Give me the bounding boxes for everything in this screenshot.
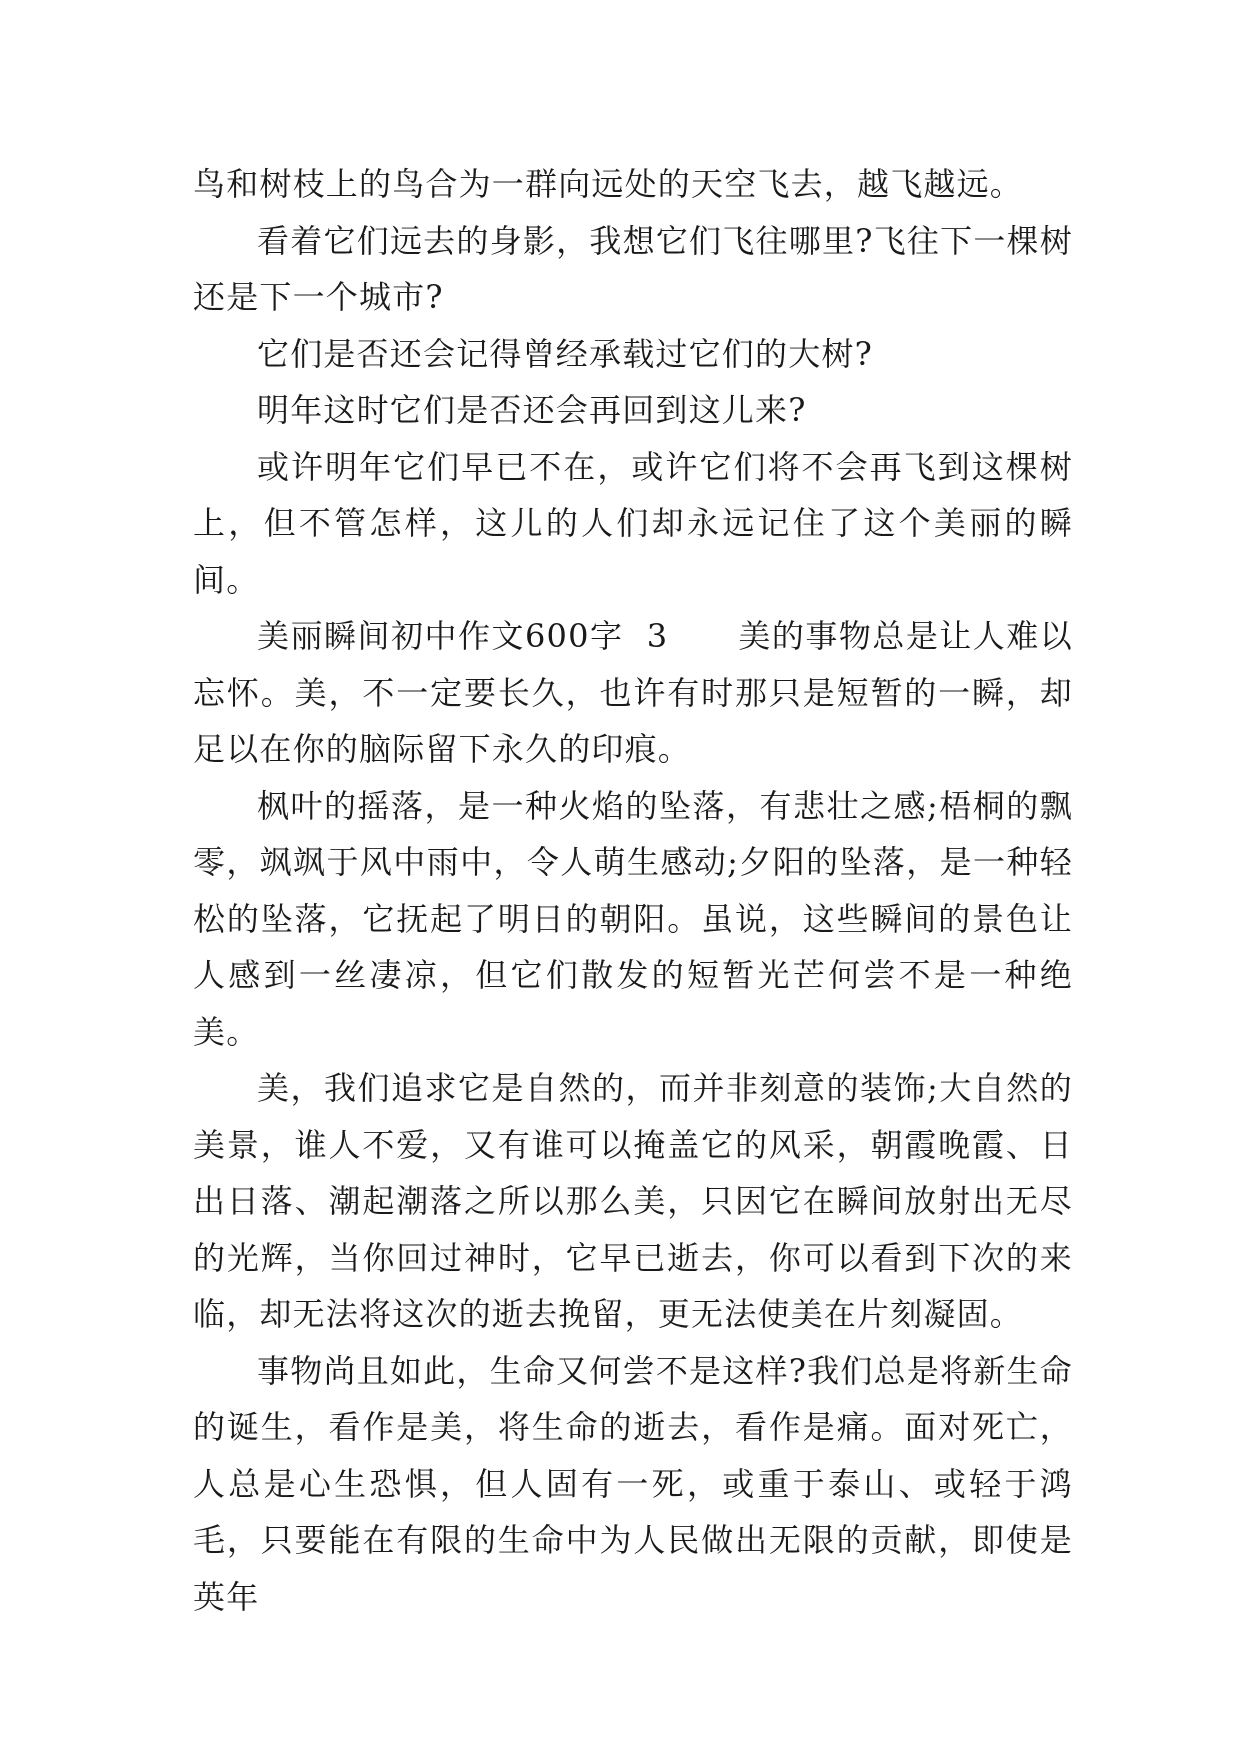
paragraph: 事物尚且如此，生命又何尝不是这样?我们总是将新生命的诞生，看作是美，将生命的逝去，看作是痛。面对死亡，人总是心生恐惧，但人固有一死，或重于泰山、或轻于鸿毛，只要能在有限的生命中为人民做出无限的贡献，即使是英年 (193, 1351, 1073, 1616)
paragraph: 美丽瞬间初中作文600字 3 美的事物总是让人难以忘怀。美，不一定要长久，也许有时那只是短暂的一瞬，却足以在你的脑际留下永久的印痕。 (193, 617, 1073, 768)
paragraph: 它们是否还会记得曾经承载过它们的大树? (257, 334, 873, 373)
paragraph: 明年这时它们是否还会再回到这儿来? (257, 391, 807, 429)
paragraph: 鸟和树枝上的鸟合为一群向远处的天空飞去，越飞越远。 (193, 165, 1024, 203)
paragraph: 或许明年它们早已不在，或许它们将不会再飞到这棵树上，但不管怎样，这儿的人们却永远记住了这个美丽的瞬间。 (193, 447, 1073, 599)
body-text (193, 156, 1073, 1625)
paragraph: 看着它们远去的身影，我想它们飞往哪里?飞往下一棵树还是下一个城市? (193, 221, 1073, 316)
paragraph: 美，我们追求它是自然的，而并非刻意的装饰;大自然的美景，谁人不爱，又有谁可以掩盖它的风采，朝霞晚霞、日出日落、潮起潮落之所以那么美，只因它在瞬间放射出无尽的光辉，当你回过神时，它早已逝去，你可以看到下次的来临，却无法将这次的逝去挽留，更无法使美在片刻凝固。 (193, 1069, 1073, 1333)
paragraph: 枫叶的摇落，是一种火焰的坠落，有悲壮之感;梧桐的飘零，飒飒于风中雨中，令人萌生感动;夕阳的坠落，是一种轻松的坠落，它抚起了明日的朝阳。虽说，这些瞬间的景色让人感到一丝凄凉，但它们散发的短暂光芒何尝不是一种绝美。 (193, 786, 1073, 1051)
